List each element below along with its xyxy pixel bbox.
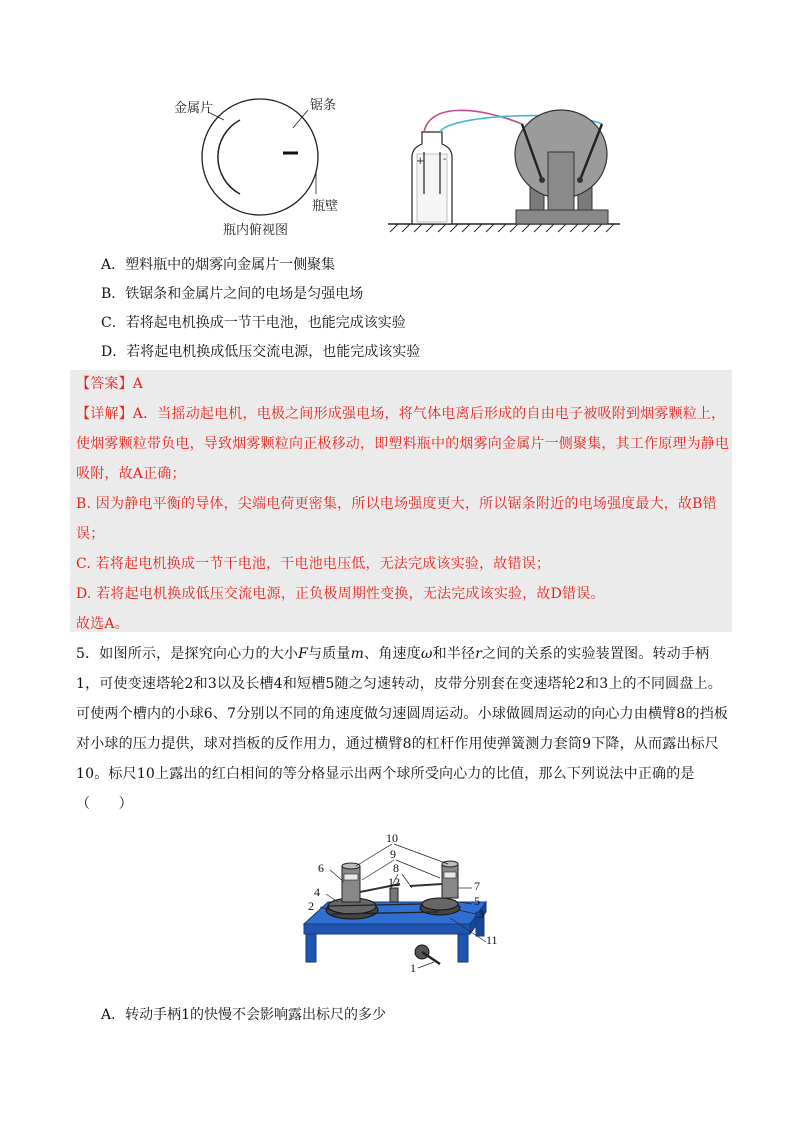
option-c: C．若将起电机换成一节干电池，也能完成该实验 xyxy=(101,315,406,331)
question-5-line-6: （ ） xyxy=(76,796,133,812)
label-7: 7 xyxy=(474,879,480,893)
ground-hatching xyxy=(390,224,614,232)
question-5-line-5: 10。标尺10上露出的红白相间的等分格显示出两个球所受向心力的比值，那么下列说法中正确的是 xyxy=(76,766,695,782)
explanation-line: 【详解】A．当摇动起电机，电极之间形成强电场，将气体电离后形成的自由电子被吸附到烟雾颗粒上， xyxy=(76,406,726,422)
label-8: 8 xyxy=(393,861,399,875)
label-5: 5 xyxy=(474,894,480,908)
saw-blade-label: 锯条 xyxy=(310,98,337,113)
option-d: D．若将起电机换成低压交流电源，也能完成该实验 xyxy=(101,344,421,360)
label-3: 3 xyxy=(478,907,484,921)
minus-sign: - xyxy=(443,154,447,165)
electrostatic-experiment-figure xyxy=(150,82,620,242)
explanation-line: C. 若将起电机换成一节干电池，干电池电压低，无法完成该实验，故错误； xyxy=(76,556,551,572)
explanation-line: D. 若将起电机换成低压交流电源，正负极周期性变换，无法完成该实验，故D错误。 xyxy=(76,586,605,602)
question-5-line-4: 对小球的压力提供，球对挡板的反作用力，通过横臂8的杠杆作用使弹簧测力套筒9下降，从而露出标尺 xyxy=(76,736,720,752)
plus-sign: + xyxy=(416,156,425,167)
option-b: B．铁锯条和金属片之间的电场是匀强电场 xyxy=(101,286,364,302)
label-4: 4 xyxy=(314,885,320,899)
explanation-line: 故选A。 xyxy=(76,616,129,632)
answer-line: 【答案】A xyxy=(76,376,144,392)
explanation-line: 吸附，故A正确； xyxy=(76,466,186,482)
label-11: 11 xyxy=(486,933,498,947)
figure-caption: 瓶内俯视图 xyxy=(223,223,289,238)
label-9: 9 xyxy=(390,847,396,861)
explanation-line: B. 因为静电平衡的导体，尖端电荷更密集，所以电场强度更大，所以锯条附近的电场强度最大，故B错 xyxy=(76,496,717,512)
explanation-line: 使烟雾颗粒带负电，导致烟雾颗粒向正极移动，即塑料瓶中的烟雾向金属片一侧聚集，其工作原理为静电 xyxy=(76,436,730,452)
question-5-line-3: 可使两个槽内的小球6、7分别以不同的角速度做匀速圆周运动。小球做圆周运动的向心力由横臂8的挡板 xyxy=(76,706,729,722)
metal-sheet-label: 金属片 xyxy=(174,101,214,116)
option-a: A．塑料瓶中的烟雾向金属片一侧聚集 xyxy=(101,257,336,273)
bottle-top-view-circle xyxy=(202,99,318,215)
label-6: 6 xyxy=(318,861,324,875)
label-12: 12 xyxy=(388,875,400,889)
label-1: 1 xyxy=(410,961,416,975)
label-10: 10 xyxy=(386,832,398,845)
q5-option-a: A．转动手柄1的快慢不会影响露出标尺的多少 xyxy=(101,1007,387,1023)
plastic-bottle xyxy=(412,132,452,224)
centripetal-force-apparatus-figure xyxy=(290,832,520,977)
question-5-line-2: 1，可使变速塔轮2和3以及长槽4和短槽5随之匀速转动，皮带分别套在变速塔轮2和3上的不同圆盘上。 xyxy=(76,676,722,692)
question-5-line-1: 5．如图所示，是探究向心力的大小F与质量m、角速度ω和半径r之间的关系的实验装置图。转动手柄 xyxy=(76,646,710,662)
metal-sheet-arc xyxy=(218,120,240,194)
wire-pink xyxy=(424,110,522,132)
label-2: 2 xyxy=(308,899,314,913)
bottle-wall-label: 瓶壁 xyxy=(312,199,339,214)
explanation-line: 误； xyxy=(76,526,105,542)
electrostatic-generator xyxy=(515,110,608,224)
